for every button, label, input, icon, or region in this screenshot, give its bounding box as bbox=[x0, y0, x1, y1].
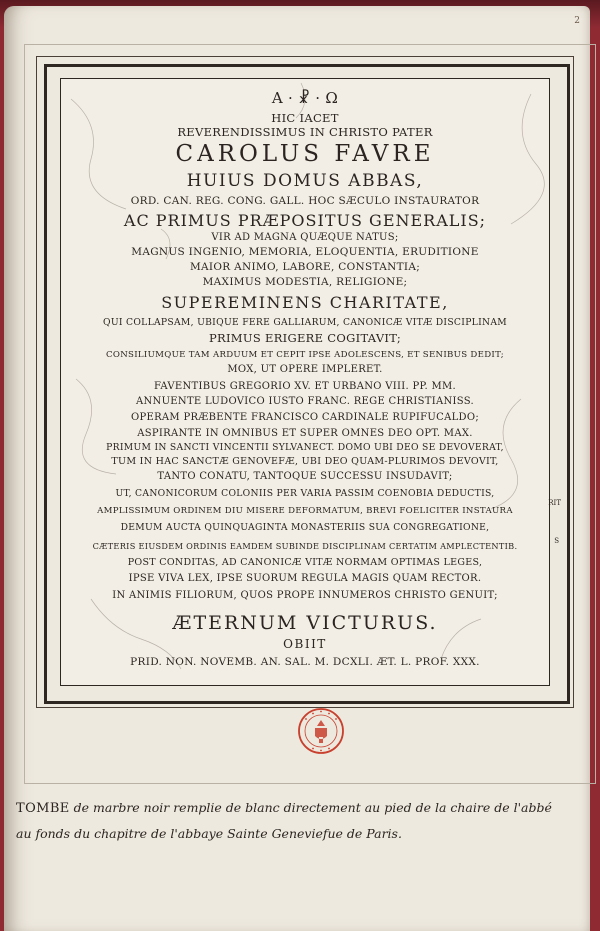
alpha-chi-rho-omega: A · ☧ · Ω bbox=[271, 89, 339, 107]
inscription-line-16: FAVENTIBUS GREGORIO XV. ET URBANO VIII. PP. MM. bbox=[153, 381, 457, 392]
marginal-note-s: S bbox=[554, 537, 559, 545]
epitaph-inscription bbox=[61, 79, 561, 685]
inscription-line-1: HIC IACET bbox=[271, 111, 339, 125]
inscription-line-23: UT, CANONICORUM COLONIIS PER VARIA PASSIM COENOBIA DEDUCTIS, bbox=[115, 488, 495, 499]
inscription-line-13: PRIMUS ERIGERE COGITAVIT; bbox=[208, 331, 402, 345]
inscription-line-12: QUI COLLAPSAM, UBIQUE FERE GALLIARUM, CANONICÆ VITÆ DISCIPLINAM bbox=[103, 317, 507, 328]
inscription-line-4: HUIUS DOMUS ABBAS, bbox=[186, 171, 424, 191]
inscription-line-5: ORD. CAN. REG. CONG. GALL. HOC SÆCULO INSTAURATOR bbox=[130, 195, 480, 207]
inscription-line-25: DEMUM AUCTA QUINQUAGINTA MONASTERIIS SUA CONGREGATIONE, bbox=[120, 522, 490, 533]
library-stamp-icon bbox=[296, 706, 346, 756]
inscription-line-14: CONSILIUMQUE TAM ARDUUM ET CEPIT IPSE ADOLESCENS, ET SENIBUS DEDIT; bbox=[105, 350, 504, 360]
inscription-line-26: CÆTERIS EIUSDEM ORDINIS EAMDEM SUBINDE DISCIPLINAM CERTATIM AMPLECTENTIB. bbox=[92, 541, 518, 551]
inscription-line-32: PRID. NON. NOVEMB. AN. SAL. M. DCXLI. ÆT. L. PROF. XXX. bbox=[130, 656, 480, 668]
inscription-line-10: MAXIMUS MODESTIA, RELIGIONE; bbox=[202, 276, 408, 288]
inscription-line-21: TUM IN HAC SANCTÆ GENOVEFÆ, UBI DEO QUAM-PLURIMOS DEVOVIT, bbox=[111, 456, 499, 467]
inscription-line-9: MAIOR ANIMO, LABORE, CONSTANTIA; bbox=[189, 261, 421, 273]
inscription-line-31: OBIIT bbox=[283, 637, 327, 651]
deceased-name: CAROLUS FAVRE bbox=[175, 141, 435, 167]
inscription-line-28: IPSE VIVA LEX, IPSE SUORUM REGULA MAGIS QUAM RECTOR. bbox=[128, 573, 482, 584]
inscription-line-18: OPERAM PRÆBENTE FRANCISCO CARDINALE RUPIFUCALDO; bbox=[130, 412, 480, 423]
inscription-line-8: MAGNUS INGENIO, MEMORIA, ELOQUENTIA, ERUDITIONE bbox=[131, 246, 479, 258]
inscription-line-11: SUPEREMINENS CHARITATE, bbox=[161, 293, 449, 312]
inscription-line-17: ANNUENTE LUDOVICO IUSTO FRANC. REGE CHRISTIANISS. bbox=[135, 396, 475, 407]
inscription-line-15: MOX, UT OPERE IMPLERET. bbox=[227, 364, 383, 375]
caption-line-2: au fonds du chapitre de l'abbaye Sainte Geneviefue de Paris. bbox=[16, 826, 402, 841]
inscription-line-2: REVERENDISSIMUS IN CHRISTO PATER bbox=[177, 125, 433, 139]
marginal-note-rit: RIT bbox=[548, 499, 561, 507]
inscription-line-27: POST CONDITAS, AD CANONICÆ VITÆ NORMAM OPTIMAS LEGES, bbox=[127, 557, 483, 568]
caption-description: de marbre noir remplie de blanc directement au pied de la chaire de l'abbé bbox=[73, 800, 552, 815]
page-number: 2 bbox=[574, 16, 580, 26]
inscription-line-30: ÆTERNUM VICTURUS. bbox=[172, 612, 438, 634]
inscription-line-29: IN ANIMIS FILIORUM, QUOS PROPE INNUMEROS CHRISTO GENUIT; bbox=[112, 590, 498, 601]
tomb-slab bbox=[60, 78, 561, 686]
inscription-line-19: ASPIRANTE IN OMNIBUS ET SUPER OMNES DEO OPT. MAX. bbox=[137, 428, 473, 439]
inscription-line-22: TANTO CONATU, TANTOQUE SUCCESSU INSUDAVIT; bbox=[157, 471, 453, 482]
inscription-line-7: VIR AD MAGNA QUÆQUE NATUS; bbox=[211, 232, 399, 243]
caption-title: TOMBE bbox=[16, 801, 70, 816]
inscription-line-20: PRIMUM IN SANCTI VINCENTII SYLVANECT. DOMO UBI DEO SE DEVOVERAT, bbox=[106, 442, 504, 453]
inscription-line-6: AC PRIMUS PRÆPOSITUS GENERALIS; bbox=[123, 211, 487, 230]
caption-line-1 bbox=[16, 800, 552, 816]
inscription-line-24: AMPLISSIMUM ORDINEM DIU MISERE DEFORMATUM, BREVI FOELICITER INSTAURA bbox=[97, 506, 513, 516]
